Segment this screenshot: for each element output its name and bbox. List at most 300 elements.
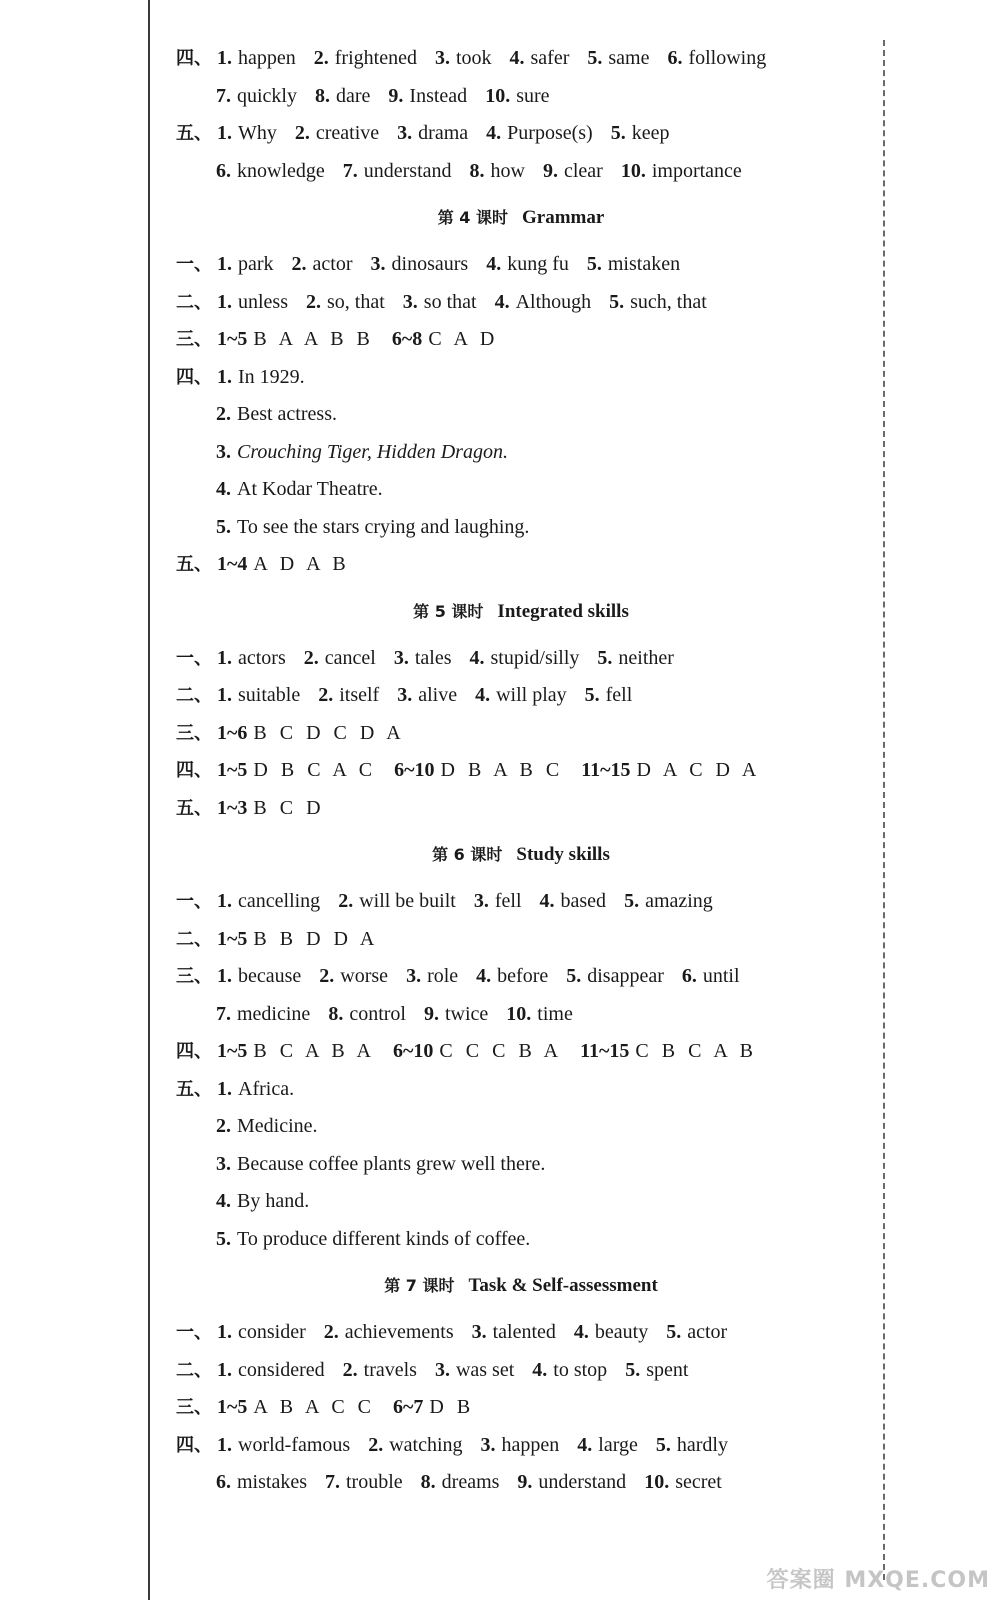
answer-number: 5.: [666, 1321, 682, 1343]
answer-text: alive: [418, 684, 458, 706]
answer-item: [510, 40, 570, 78]
answer-line: [176, 1427, 866, 1465]
answer-text: actor: [312, 253, 353, 275]
answer-item: [217, 1033, 375, 1071]
answer-item: [393, 1033, 562, 1071]
answer-number: 10.: [485, 84, 511, 107]
answer-number: 4.: [509, 47, 525, 69]
section-label: 四、: [176, 1434, 212, 1456]
answer-line: [176, 1183, 866, 1221]
answer-item: [577, 1427, 638, 1465]
answer-text: To produce different kinds of coffee.: [237, 1227, 531, 1250]
answer-number: 6~8: [391, 328, 423, 350]
answer-item: [217, 715, 405, 753]
answer-line: [176, 1314, 866, 1352]
answer-number: 2.: [216, 1115, 231, 1137]
answer-group: [216, 441, 526, 463]
answer-group: [217, 759, 778, 781]
answer-text: medicine: [237, 1002, 311, 1025]
answer-number: 2.: [338, 890, 354, 912]
lesson-number: 第 7 课时: [384, 1276, 455, 1295]
answer-item: [217, 246, 274, 284]
answer-number: 5.: [625, 1358, 641, 1381]
answer-item: [306, 284, 385, 322]
answer-line: [176, 396, 866, 434]
answer-text: tales: [414, 646, 452, 669]
answer-text: consider: [238, 1321, 306, 1343]
answer-line: [176, 1352, 866, 1390]
answer-number: 3.: [397, 684, 413, 706]
answer-group: [216, 1003, 591, 1025]
answer-item: [574, 1314, 648, 1352]
answer-text: secret: [675, 1471, 722, 1493]
answer-item: [217, 1071, 294, 1109]
answer-item: [474, 883, 522, 921]
answer-text: importance: [651, 159, 742, 182]
section-label: 四、: [176, 760, 212, 781]
answer-number: 5.: [586, 253, 602, 275]
answer-item: [543, 153, 603, 191]
answer-number: 2.: [319, 965, 335, 987]
answer-number: 9.: [388, 84, 404, 107]
answer-number: 11~15: [581, 759, 631, 781]
answer-number: 10.: [506, 1002, 532, 1025]
answer-group: [216, 516, 547, 538]
answer-text: achievements: [344, 1321, 454, 1343]
lesson-number: 第 6 课时: [432, 845, 503, 864]
answer-item: [216, 1146, 545, 1184]
answer-text: frightened: [334, 47, 417, 69]
answer-number: 6~10: [393, 1040, 434, 1062]
section-label: 一、: [176, 254, 212, 275]
answer-item: [371, 246, 469, 284]
answer-item: [621, 153, 742, 191]
answer-text: suitable: [238, 684, 301, 706]
answer-line: [176, 359, 866, 397]
answer-group: [217, 47, 784, 69]
answer-group: [217, 1359, 706, 1381]
answer-text: In 1929.: [238, 365, 305, 388]
answer-line: [176, 1033, 866, 1071]
lesson-title: Study skills: [516, 844, 610, 865]
answer-text: A D A B: [253, 553, 350, 575]
answer-number: 6~7: [393, 1396, 424, 1418]
answer-group: [216, 1190, 327, 1212]
answer-number: 6.: [216, 159, 231, 182]
answer-line: [176, 471, 866, 509]
answer-item: [611, 115, 670, 153]
answer-text: actor: [687, 1321, 728, 1343]
answer-item: [318, 677, 379, 715]
answer-item: [644, 1464, 722, 1502]
answer-number: 3.: [434, 47, 450, 69]
right-dashed-line: [883, 40, 885, 1580]
answer-item: [435, 1352, 514, 1390]
answer-number: 4.: [577, 1433, 593, 1456]
answer-text: dare: [336, 84, 371, 107]
answer-text: D A C D A: [636, 759, 761, 781]
answer-item: [217, 40, 296, 78]
answer-item: [587, 40, 649, 78]
answer-item: [216, 996, 310, 1034]
answer-line: [176, 1146, 866, 1184]
lesson-heading: [176, 584, 866, 640]
section-label: 五、: [176, 554, 212, 575]
answer-number: 1.: [217, 684, 232, 706]
answer-text: control: [349, 1002, 406, 1025]
lesson-heading: [176, 190, 866, 246]
answer-text: will play: [496, 684, 567, 706]
answer-group: [217, 1078, 312, 1100]
answer-text: same: [608, 47, 650, 69]
answer-number: 1.: [217, 122, 232, 144]
answer-group: [217, 928, 396, 950]
answer-line: [176, 509, 866, 547]
answer-number: 5.: [587, 47, 603, 69]
answer-number: 1~6: [217, 721, 248, 744]
answer-text: spent: [646, 1358, 689, 1381]
answer-item: [495, 284, 592, 322]
lesson-title: Grammar: [521, 207, 605, 228]
answer-group: [217, 890, 731, 912]
answer-number: 6~10: [394, 759, 435, 781]
answer-number: 2.: [294, 122, 310, 144]
answer-number: 1~5: [217, 1396, 248, 1418]
answer-text: twice: [444, 1002, 489, 1025]
answer-number: 4.: [216, 478, 231, 500]
answer-item: [540, 883, 607, 921]
answer-number: 1~5: [217, 927, 248, 950]
answer-item: [216, 434, 508, 472]
answer-number: 7.: [216, 84, 231, 107]
answer-number: 1~3: [217, 796, 248, 819]
answer-number: 4.: [532, 1358, 548, 1381]
answer-line: [176, 1464, 866, 1502]
answer-item: [343, 153, 452, 191]
answer-text: because: [238, 965, 302, 987]
answer-text: until: [702, 965, 740, 987]
answer-number: 1.: [217, 1358, 232, 1381]
answer-number: 1~4: [217, 553, 248, 575]
answer-text: knowledge: [237, 159, 325, 182]
answer-text: By hand.: [237, 1190, 310, 1212]
answer-group: [217, 291, 725, 313]
answer-item: [217, 677, 300, 715]
answer-text: Africa.: [238, 1077, 295, 1100]
answer-number: 3.: [434, 1358, 450, 1381]
answer-number: 2.: [313, 47, 329, 69]
answer-line: [176, 1389, 866, 1427]
answer-number: 10.: [620, 159, 646, 182]
answer-number: 4.: [494, 290, 510, 313]
answer-text: cancelling: [238, 890, 321, 912]
answer-text: fell: [494, 890, 522, 912]
answer-text: D B A B C: [440, 759, 564, 781]
answer-text: was set: [455, 1358, 515, 1381]
answer-item: [217, 359, 305, 397]
section-label: 四、: [176, 48, 212, 69]
answer-number: 5.: [597, 646, 613, 669]
answer-text: neither: [618, 646, 674, 669]
answer-number: 2.: [216, 403, 231, 425]
answer-number: 1~5: [217, 759, 248, 781]
answer-item: [486, 246, 569, 284]
answer-number: 2.: [368, 1433, 384, 1456]
answer-number: 1.: [217, 965, 232, 987]
answer-text: C A D: [428, 328, 499, 350]
answer-item: [216, 471, 383, 509]
answer-number: 3.: [406, 965, 422, 987]
answer-text: Although: [515, 290, 592, 313]
answer-item: [216, 1464, 307, 1502]
answer-item: [217, 1314, 306, 1352]
answer-item: [585, 677, 633, 715]
section-label: 三、: [176, 1397, 212, 1418]
answer-line: [176, 115, 866, 153]
answer-text: At Kodar Theatre.: [237, 478, 383, 500]
answer-number: 7.: [325, 1471, 340, 1493]
answer-number: 6.: [681, 965, 697, 987]
answer-text: Medicine.: [237, 1115, 318, 1137]
answer-item: [475, 677, 567, 715]
answer-text: how: [490, 159, 525, 182]
section-label: 一、: [176, 647, 212, 669]
answer-text: Why: [238, 122, 277, 144]
section-label: 二、: [176, 291, 212, 313]
answer-item: [485, 78, 549, 116]
answer-text: actors: [238, 646, 286, 669]
answer-group: [217, 1396, 492, 1418]
answer-line: [176, 321, 866, 359]
answer-number: 1.: [217, 47, 232, 69]
answer-text: travels: [363, 1358, 417, 1381]
answer-number: 4.: [486, 122, 502, 144]
answer-number: 5.: [216, 515, 231, 538]
answer-text: worse: [340, 965, 389, 987]
answer-item: [656, 1427, 728, 1465]
answer-text: trouble: [346, 1471, 403, 1493]
answer-number: 7.: [342, 159, 358, 182]
answer-item: [406, 958, 458, 996]
answer-item: [325, 1464, 403, 1502]
answer-block: [176, 359, 866, 547]
answer-item: [217, 1427, 350, 1465]
answer-number: 9.: [542, 159, 558, 182]
lesson-number: 第 4 课时: [437, 208, 508, 227]
answer-item: [666, 1314, 727, 1352]
answer-number: 3.: [473, 890, 489, 912]
answer-text: based: [560, 890, 607, 912]
lesson-title: Task & Self-assessment: [468, 1275, 658, 1296]
answer-item: [581, 752, 760, 790]
answer-item: [368, 1427, 462, 1465]
answer-number: 3.: [397, 122, 413, 144]
answer-text: keep: [631, 122, 670, 144]
answer-line: [176, 715, 866, 753]
answer-item: [587, 246, 680, 284]
answer-text: role: [427, 965, 459, 987]
answer-number: 1.: [217, 646, 232, 669]
answer-item: [397, 115, 468, 153]
answer-item: [625, 1352, 688, 1390]
answer-line: [176, 958, 866, 996]
answer-text: safer: [530, 47, 570, 69]
answer-text: beauty: [594, 1321, 649, 1343]
section-label: 四、: [176, 1041, 212, 1062]
answer-number: 3.: [471, 1321, 487, 1343]
section-label: 二、: [176, 928, 212, 950]
answer-group: [217, 366, 323, 388]
answer-text: mistaken: [607, 253, 681, 275]
answer-text: stupid/silly: [490, 646, 580, 669]
answer-text: considered: [238, 1358, 325, 1381]
answer-item: [216, 396, 337, 434]
answer-number: 1.: [217, 290, 232, 313]
answer-number: 1.: [217, 365, 232, 388]
answer-number: 1.: [217, 1077, 232, 1100]
answer-group: [216, 85, 568, 107]
answer-group: [216, 1153, 563, 1175]
section-label: 三、: [176, 966, 212, 987]
answer-item: [424, 996, 488, 1034]
answer-text: park: [238, 253, 274, 275]
answer-number: 3.: [402, 290, 418, 313]
answer-item: [216, 1108, 318, 1146]
answer-number: 3.: [393, 646, 409, 669]
answer-item: [217, 115, 277, 153]
answer-number: 2.: [303, 646, 319, 669]
answer-item: [217, 752, 376, 790]
answer-item: [217, 640, 286, 678]
answer-text: creative: [315, 122, 380, 144]
answer-item: [472, 1314, 556, 1352]
answer-text: understand: [363, 159, 452, 182]
answer-number: 2.: [323, 1321, 339, 1343]
answer-text: disappear: [587, 965, 664, 987]
section-label: 五、: [176, 1078, 212, 1100]
answer-number: 3.: [216, 1152, 231, 1175]
answer-item: [397, 677, 457, 715]
answer-number: 5.: [584, 684, 600, 706]
answer-line: [176, 1108, 866, 1146]
answer-text: so that: [423, 290, 477, 313]
answer-group: [217, 553, 368, 575]
answer-number: 1.: [217, 1433, 232, 1456]
answer-group: [217, 647, 692, 669]
answer-item: [216, 509, 529, 547]
answer-line: [176, 640, 866, 678]
lesson-heading: [176, 827, 866, 883]
answer-text: Purpose(s): [507, 122, 593, 144]
answer-item: [314, 40, 417, 78]
answer-text: fell: [605, 684, 633, 706]
answer-text: understand: [538, 1471, 627, 1493]
answer-item: [217, 921, 378, 959]
answer-line: [176, 883, 866, 921]
answer-item: [580, 1033, 757, 1071]
answer-text: sure: [516, 84, 550, 107]
answer-line: [176, 921, 866, 959]
answer-item: [394, 640, 452, 678]
answer-group: [217, 122, 687, 144]
answer-number: 10.: [644, 1471, 670, 1493]
answer-item: [217, 546, 350, 584]
answer-text: B B D D A: [253, 927, 379, 950]
answer-number: 3.: [216, 440, 231, 463]
answer-item: [470, 640, 580, 678]
answer-item: [216, 1183, 309, 1221]
answer-group: [217, 1040, 775, 1062]
answer-line: [176, 246, 866, 284]
answer-item: [476, 958, 548, 996]
answer-number: 1.: [217, 890, 232, 912]
answer-text: hardly: [676, 1433, 728, 1456]
answer-item: [292, 246, 353, 284]
answer-line: [176, 790, 866, 828]
answer-text: happen: [501, 1433, 560, 1456]
answer-text: mistakes: [237, 1471, 307, 1493]
answer-item: [506, 996, 573, 1034]
answer-item: [486, 115, 593, 153]
answer-text: C C C B A: [439, 1040, 563, 1062]
section-label: 五、: [176, 797, 212, 819]
answer-text: kung fu: [507, 253, 569, 275]
answer-text: took: [455, 47, 492, 69]
lesson-heading: [176, 1258, 866, 1314]
answer-number: 4.: [469, 646, 485, 669]
answer-number: 1.: [217, 1321, 232, 1343]
answer-text: To see the stars crying and laughing.: [237, 515, 530, 538]
lesson-number: 第 5 课时: [413, 601, 484, 621]
answer-page: [176, 40, 866, 1502]
answer-text: unless: [238, 290, 288, 313]
answer-line: [176, 78, 866, 116]
answer-number: 1~5: [217, 328, 248, 350]
answer-group: [217, 1434, 746, 1456]
answer-number: 8.: [328, 1002, 344, 1025]
answer-number: 9.: [423, 1002, 439, 1025]
answer-number: 3.: [480, 1433, 496, 1456]
answer-item: [481, 1427, 560, 1465]
answer-text: dreams: [441, 1471, 500, 1493]
answer-text: time: [537, 1002, 573, 1025]
answer-text: A B A C C: [253, 1396, 376, 1418]
answer-item: [217, 1389, 375, 1427]
answer-item: [319, 958, 388, 996]
answer-text: cancel: [324, 646, 376, 669]
answer-text: large: [598, 1433, 638, 1456]
answer-text: Because coffee plants grew well there.: [237, 1152, 546, 1175]
answer-item: [532, 1352, 607, 1390]
answer-item: [667, 40, 766, 78]
answer-number: 5.: [566, 965, 582, 987]
answer-number: 11~15: [580, 1040, 630, 1062]
answer-item: [217, 790, 325, 828]
answer-number: 4.: [475, 684, 491, 706]
answer-number: 8.: [469, 159, 485, 182]
answer-item: [217, 883, 320, 921]
answer-number: 4.: [486, 253, 502, 275]
answer-number: 4.: [476, 965, 492, 987]
answer-number: 5.: [655, 1433, 671, 1456]
answer-text: drama: [418, 122, 469, 144]
answer-number: 4.: [539, 890, 555, 912]
site-watermark: 答案圈 MXQE.COM: [766, 1568, 990, 1593]
answer-text: Best actress.: [237, 403, 337, 425]
answer-text: amazing: [645, 890, 713, 912]
answer-text: clear: [563, 159, 603, 182]
answer-item: [393, 1389, 474, 1427]
